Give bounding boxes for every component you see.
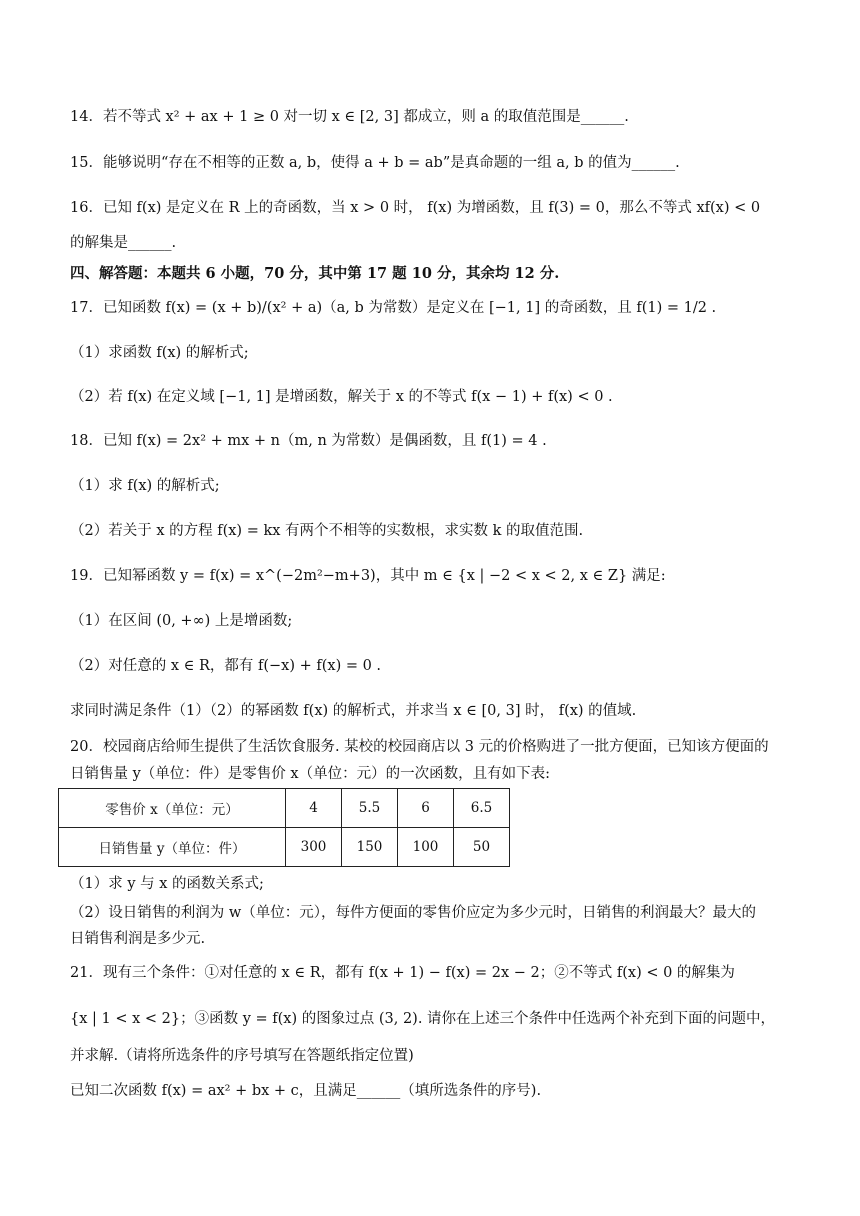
question-21-line4: 已知二次函数 f(x) = ax² + bx + c，且满足______（填所选条件的序号).	[70, 1083, 542, 1099]
question-18: 18．已知 f(x) = 2x² + mx + n（m, n 为常数）是偶函数，且 f(1) = 4 .	[70, 433, 547, 449]
question-20-line1: 20．校园商店给师生提供了生活饮食服务. 某校的校园商店以 3 元的价格购进了一批方便面，已知该方便面的	[70, 739, 769, 755]
question-21-line1: 21．现有三个条件：①对任意的 x ∈ R，都有 f(x + 1) − f(x) = 2x − 2；②不等式 f(x) < 0 的解集为	[70, 965, 735, 981]
question-19-part3: 求同时满足条件（1）（2）的幂函数 f(x) 的解析式，并求当 x ∈ [0, 3] 时， f(x) 的值域.	[70, 703, 637, 719]
table-cell: 50	[454, 828, 510, 867]
question-16-line2: 的解集是______.	[70, 235, 177, 251]
table-cell: 100	[398, 828, 454, 867]
table-row-header: 日销售量 y（单位：件）	[59, 828, 286, 867]
table-cell: 4	[286, 789, 342, 828]
table-cell: 300	[286, 828, 342, 867]
table-cell: 6	[398, 789, 454, 828]
question-17-part2: （2）若 f(x) 在定义域 [−1, 1] 是增函数，解关于 x 的不等式 f(x − 1) + f(x) < 0 .	[70, 389, 613, 405]
question-21-line2: {x | 1 < x < 2}；③函数 y = f(x) 的图象过点 (3, 2). 请你在上述三个条件中任选两个补充到下面的问题中，	[70, 1011, 776, 1027]
question-19-part1: （1）在区间 (0, +∞) 上是增函数;	[70, 613, 293, 629]
question-19-part2: （2）对任意的 x ∈ R，都有 f(−x) + f(x) = 0 .	[70, 658, 382, 674]
question-15: 15．能够说明“存在不相等的正数 a, b，使得 a + b = ab”是真命题的一组 a, b 的值为______.	[70, 155, 680, 171]
question-19: 19．已知幂函数 y = f(x) = x^(−2m²−m+3)，其中 m ∈ {x | −2 < x < 2, x ∈ Z} 满足:	[70, 568, 666, 584]
question-20-part2-line1: （2）设日销售的利润为 w（单位：元），每件方便面的零售价应定为多少元时，日销售的利润最大？最大的	[70, 905, 756, 921]
table-cell: 6.5	[454, 789, 510, 828]
table-row	[59, 789, 510, 828]
question-20-part1: （1）求 y 与 x 的函数关系式;	[70, 876, 264, 892]
question-21-line3: 并求解.（请将所选条件的序号填写在答题纸指定位置)	[70, 1048, 414, 1064]
question-18-part2: （2）若关于 x 的方程 f(x) = kx 有两个不相等的实数根，求实数 k 的取值范围.	[70, 523, 584, 539]
table-row	[59, 828, 510, 867]
question-18-part1: （1）求 f(x) 的解析式;	[70, 478, 220, 494]
question-17: 17．已知函数 f(x) = (x + b)/(x² + a)（a, b 为常数）是定义在 [−1, 1] 的奇函数，且 f(1) = 1/2 .	[70, 300, 717, 316]
question-16-line1: 16．已知 f(x) 是定义在 R 上的奇函数，当 x > 0 时， f(x) 为增函数，且 f(3) = 0，那么不等式 xf(x) < 0	[70, 200, 761, 216]
question-14: 14．若不等式 x² + ax + 1 ≥ 0 对一切 x ∈ [2, 3] 都成立，则 a 的取值范围是______.	[70, 109, 629, 125]
table-row-header: 零售价 x（单位：元）	[59, 789, 286, 828]
question-20-line2: 日销售量 y（单位：件）是零售价 x（单位：元）的一次函数，且有如下表:	[70, 766, 550, 782]
section-heading-4: 四、解答题：本题共 6 小题，70 分，其中第 17 题 10 分，其余均 12 分.	[70, 265, 560, 282]
table-cell: 5.5	[342, 789, 398, 828]
question-17-part1: （1）求函数 f(x) 的解析式;	[70, 345, 249, 361]
table-cell: 150	[342, 828, 398, 867]
price-sales-table	[58, 788, 510, 867]
question-20-part2-line2: 日销售利润是多少元.	[70, 931, 206, 947]
